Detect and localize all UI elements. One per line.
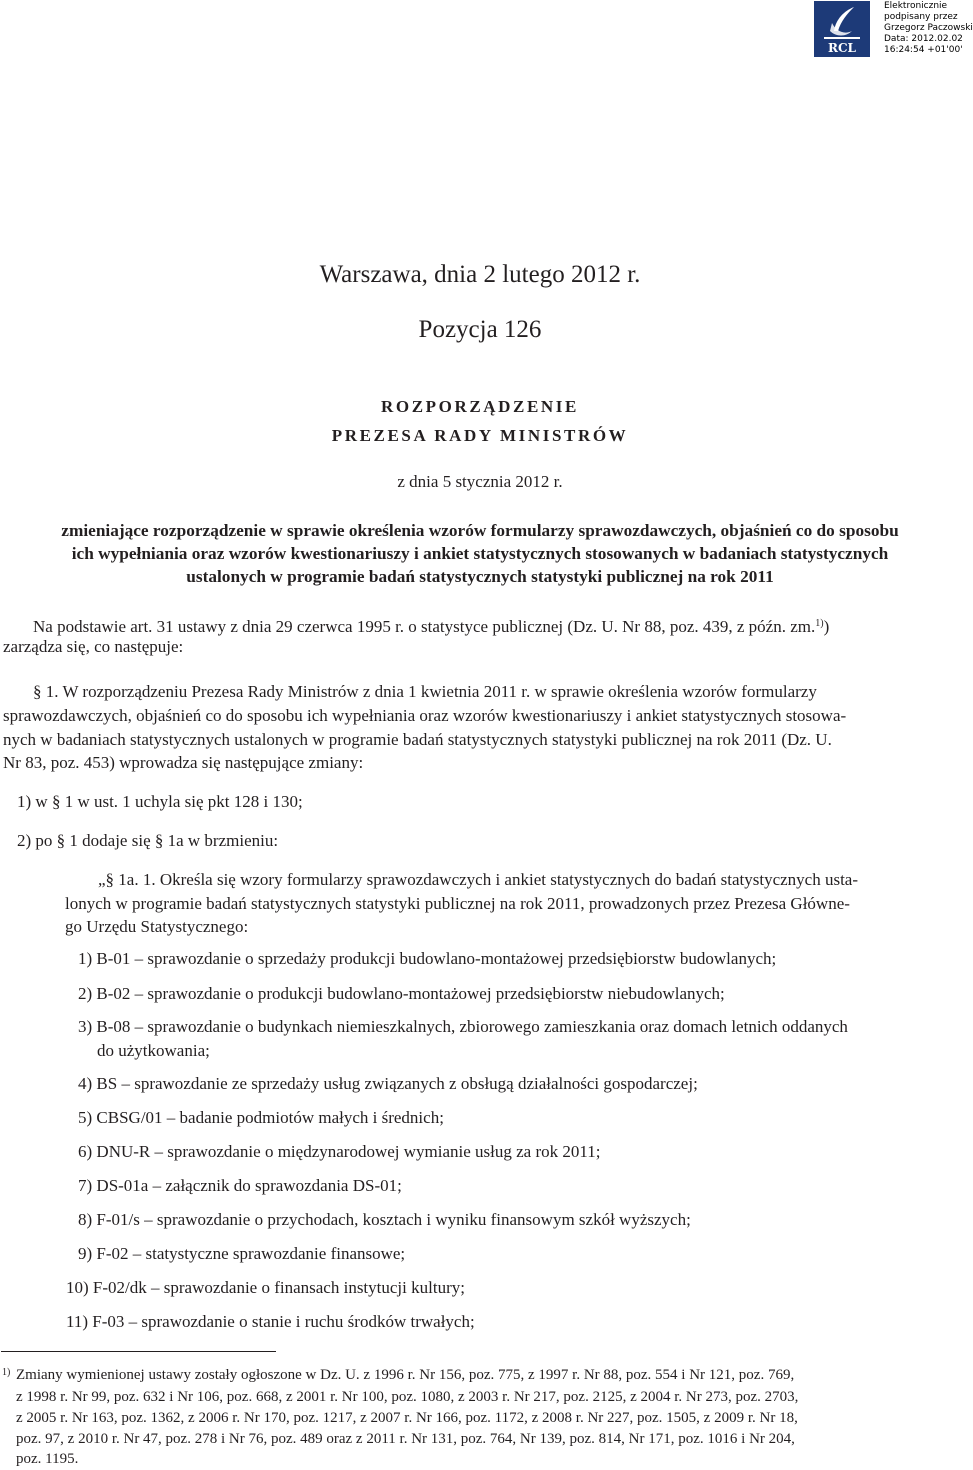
place-date: Warszawa, dnia 2 lutego 2012 r. xyxy=(319,261,641,288)
section-1a-line: „§ 1a. 1. Określa się wzory formularzy sprawozdawczych i ankiet statystycznych do badań statystycznych usta- xyxy=(98,870,859,889)
preamble-text: Na podstawie art. 31 ustawy z dnia 29 czerwca 1995 r. o statystyce publicznej (Dz. U. Nr 88, poz. 439, z późn. zm. xyxy=(33,617,816,636)
footnote-line: poz. 97, z 2010 r. Nr 47, poz. 278 i Nr 76, poz. 489 oraz z 2011 r. Nr 131, poz. 764, Nr 139, poz. 814, Nr 171, poz. 1016 i Nr 204, xyxy=(16,1431,795,1447)
signature-line: Grzegorz Paczowski xyxy=(884,23,973,33)
amendment-point-1: 1) w § 1 w ust. 1 uchyla się pkt 128 i 130; xyxy=(17,792,303,811)
footnote-divider xyxy=(1,1351,276,1352)
form-list-item: 10) F-02/dk – sprawozdanie o finansach instytucji kultury; xyxy=(66,1278,465,1297)
form-list-item: 2) B-02 – sprawozdanie o produkcji budowlano-montażowej przedsiębiorstw niebudowlanych; xyxy=(78,984,725,1003)
quill-icon xyxy=(814,1,870,57)
footnote-line: z 2005 r. Nr 163, poz. 1362, z 2006 r. Nr 170, poz. 1217, z 2007 r. Nr 166, poz. 1172, z 2008 r. Nr 227, poz. 1505, z 2009 r. Nr 18, xyxy=(16,1410,798,1426)
form-list-item: 8) F-01/s – sprawozdanie o przychodach, kosztach i wyniku finansowym szkół wyższych; xyxy=(78,1210,691,1229)
act-title-line: ustalonych w programie badań statystycznych statystyki publicznej na rok 2011 xyxy=(186,567,774,586)
footnote-marker-text: 1) xyxy=(2,1367,11,1378)
signature-line: Elektronicznie xyxy=(884,1,948,11)
footnote-marker xyxy=(2,1362,10,1388)
footnote-line: Zmiany wymienionej ustawy zostały ogłoszone w Dz. U. z 1996 r. Nr 156, poz. 775, z 1997 r. Nr 88, poz. 554 i Nr 121, poz. 769, xyxy=(16,1367,795,1383)
footnote-ref[interactable]: 1) xyxy=(815,618,824,629)
form-list-item: 9) F-02 – statystyczne sprawozdanie finansowe; xyxy=(78,1244,406,1263)
seal-logo-text: RCL xyxy=(828,41,856,55)
rcl-seal-logo xyxy=(814,1,870,57)
act-title xyxy=(0,519,960,588)
section-1-line: sprawozdawczych, objaśnień co do sposobu ich wypełniania oraz wzorów kwestionariuszy i ankiet statystycznych stosowa- xyxy=(3,706,847,725)
act-title-line: ich wypełniania oraz wzorów kwestionariuszy i ankiet statystycznych stosowanych w badaniach statystycznych xyxy=(71,544,889,563)
signature-line: 16:24:54 +01'00' xyxy=(884,45,963,55)
form-list-item: 1) B-01 – sprawozdanie o sprzedaży produkcji budowlano-montażowej przedsiębiorstw budowlanych; xyxy=(78,949,777,968)
preamble-text-end: ) xyxy=(823,617,830,636)
form-list-item-continuation: do użytkowania; xyxy=(97,1041,210,1060)
form-list-item: 11) F-03 – sprawozdanie o stanie i ruchu środków trwałych; xyxy=(66,1312,475,1331)
form-list-item: 6) DNU-R – sprawozdanie o międzynarodowej wymianie usług za rok 2011; xyxy=(78,1142,601,1161)
position-number: Pozycja 126 xyxy=(418,316,542,343)
section-1-line: Nr 83, poz. 453) wprowadza się następujące zmiany: xyxy=(3,753,364,772)
form-list-item: 4) BS – sprawozdanie ze sprzedaży usług związanych z obsługą działalności gospodarczej; xyxy=(78,1074,698,1093)
form-list-item: 3) B-08 – sprawozdanie o budynkach niemieszkalnych, zbiorowego zamieszkania oraz domach letnich oddanych xyxy=(78,1017,848,1036)
form-list-item: 5) CBSG/01 – badanie podmiotów małych i średnich; xyxy=(78,1108,444,1127)
form-list-item: 7) DS-01a – załącznik do sprawozdania DS-01; xyxy=(78,1176,402,1195)
section-1-line: nych w badaniach statystycznych ustalonych w programie badań statystycznych statystyki publicznej na rok 2011 (Dz. U. xyxy=(3,730,832,749)
section-1-line: § 1. W rozporządzeniu Prezesa Rady Ministrów z dnia 1 kwietnia 2011 r. w sprawie określenia wzorów formularzy xyxy=(33,682,817,701)
section-1a-line: lonych w programie badań statystycznych statystyki publicznej na rok 2011, prowadzonych przez Prezesa Główne- xyxy=(65,894,850,913)
footnote-line: z 1998 r. Nr 99, poz. 632 i Nr 106, poz. 668, z 2001 r. Nr 100, poz. 1080, z 2003 r. Nr 217, poz. 2125, z 2004 r. Nr 273, poz. 2703, xyxy=(16,1389,799,1405)
signature-line: podpisany przez xyxy=(884,12,958,22)
section-1a-line: go Urzędu Statystycznego: xyxy=(65,917,249,936)
act-issuer: PREZESA RADY MINISTRÓW xyxy=(331,426,629,445)
preamble-line: zarządza się, co następuje: xyxy=(3,637,184,656)
signature-line: Data: 2012.02.02 xyxy=(884,34,963,44)
signature-info xyxy=(884,1,973,56)
footnote-line: poz. 1195. xyxy=(16,1451,79,1467)
act-title-line: zmieniające rozporządzenie w sprawie określenia wzorów formularzy sprawozdawczych, objaśnień co do sposobu xyxy=(61,521,899,540)
act-type: ROZPORZĄDZENIE xyxy=(381,397,579,416)
act-date: z dnia 5 stycznia 2012 r. xyxy=(397,472,563,491)
amendment-point-2: 2) po § 1 dodaje się § 1a w brzmieniu: xyxy=(17,831,279,850)
